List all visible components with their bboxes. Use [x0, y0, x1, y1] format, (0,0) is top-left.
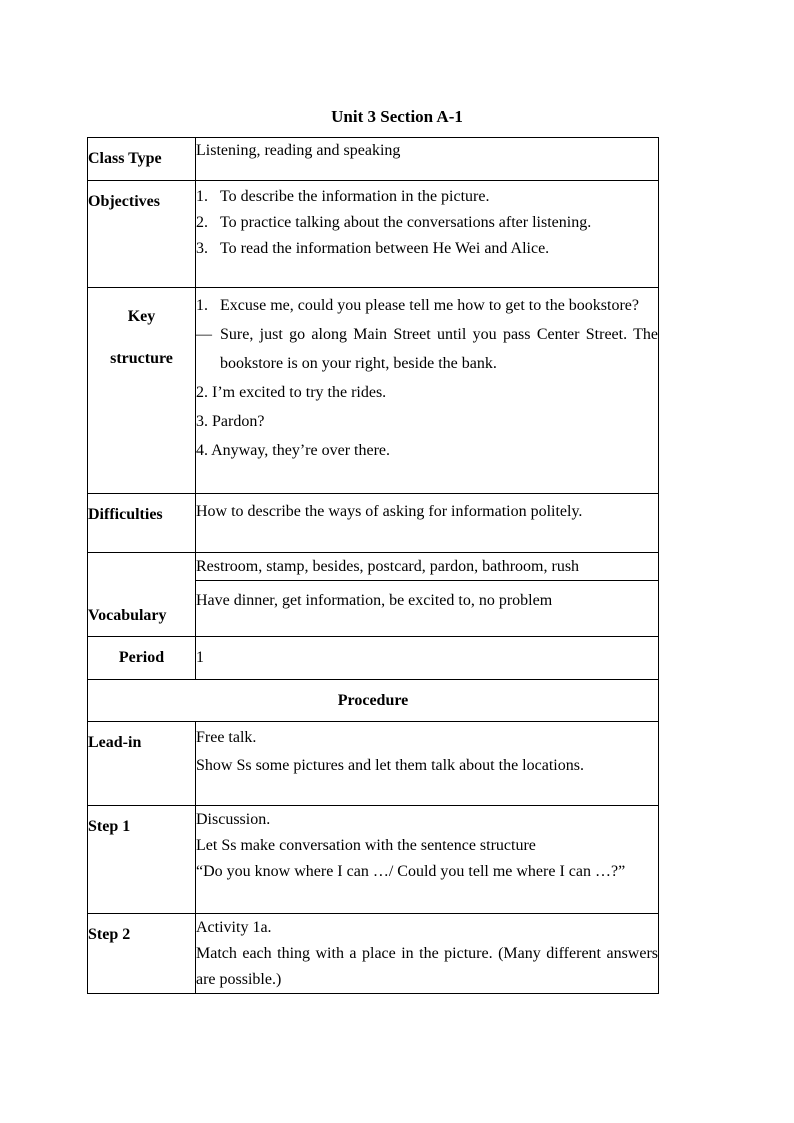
class-type-label: Class Type	[88, 138, 196, 181]
objectives-label: Objectives	[88, 181, 196, 288]
vocabulary-phrases: Have dinner, get information, be excited to, no problem	[196, 581, 659, 637]
period-value: 1	[196, 637, 659, 680]
lead-in-content: Free talk. Show Ss some pictures and let them talk about the locations.	[196, 722, 659, 806]
objective-item: 3. To read the information between He Wei and Alice.	[196, 240, 550, 257]
key-structure-content	[196, 288, 659, 494]
objective-item: 1. To describe the information in the picture.	[196, 188, 490, 205]
lead-in-row	[88, 722, 659, 806]
difficulties-row	[88, 494, 659, 553]
document-title: Unit 3 Section A-1	[331, 107, 463, 126]
objectives-row	[88, 181, 659, 288]
step2-content: Activity 1a. Match each thing with a place in the picture. (Many different answers are possible.)	[196, 914, 659, 994]
class-type-row	[88, 138, 659, 181]
vocabulary-words: Restroom, stamp, besides, postcard, pardon, bathroom, rush	[196, 553, 659, 581]
period-row	[88, 637, 659, 680]
lead-in-label: Lead-in	[88, 722, 196, 806]
period-label: Period	[88, 637, 196, 680]
step1-row	[88, 806, 659, 914]
step1-content: Discussion. Let Ss make conversation with the sentence structure “Do you know where I can …/ Could you tell me where I can …?”	[196, 806, 659, 914]
procedure-heading-row	[88, 680, 659, 722]
objective-item: 2. To practice talking about the conversations after listening.	[196, 214, 592, 231]
step2-label: Step 2	[88, 914, 196, 994]
vocabulary-row-words	[88, 553, 659, 581]
key-structure-item: 2. I’m excited to try the rides.	[196, 384, 387, 401]
key-structure-item: 4. Anyway, they’re over there.	[196, 442, 390, 459]
key-structure-answer: — Sure, just go along Main Street until you pass Center Street. The bookstore is on your right, beside the bank.	[196, 326, 658, 372]
procedure-heading: Procedure	[88, 680, 659, 722]
step1-label: Step 1	[88, 806, 196, 914]
vocabulary-label: Vocabulary	[88, 553, 196, 637]
class-type-value: Listening, reading and speaking	[196, 138, 659, 181]
lesson-plan-table	[87, 137, 659, 994]
step2-row	[88, 914, 659, 994]
key-structure-label: Key structure	[88, 288, 196, 494]
objectives-content	[196, 181, 659, 288]
key-structure-row	[88, 288, 659, 494]
key-structure-item: 3. Pardon?	[196, 413, 265, 430]
key-structure-item: 1. Excuse me, could you please tell me how to get to the bookstore?	[196, 297, 639, 314]
difficulties-label: Difficulties	[88, 494, 196, 553]
difficulties-value: How to describe the ways of asking for information politely.	[196, 494, 659, 553]
